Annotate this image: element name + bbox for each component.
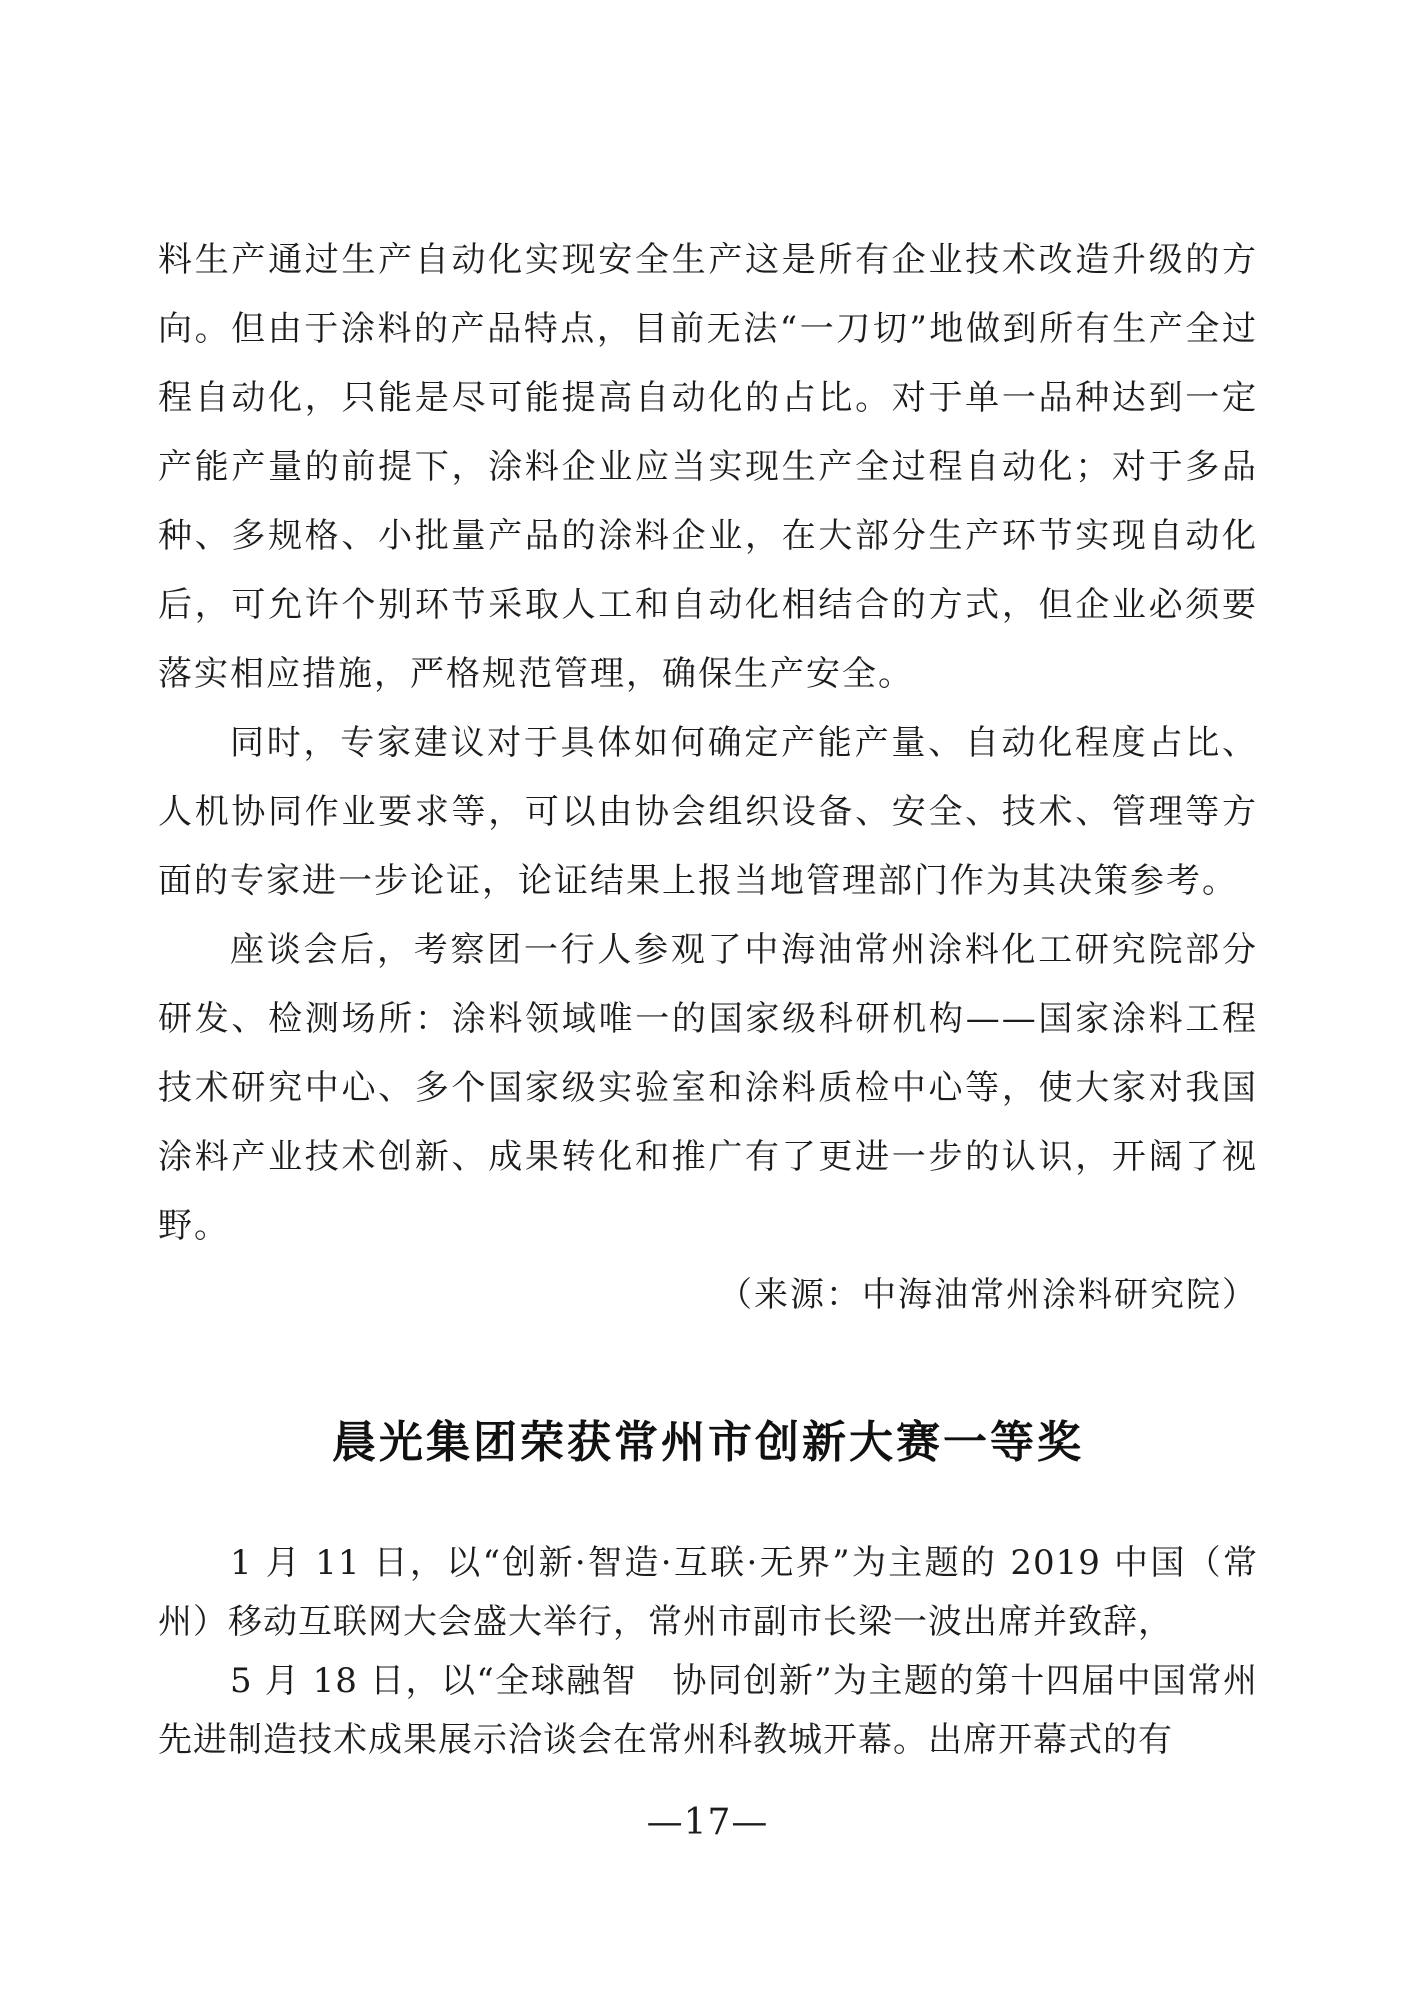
page-content <box>158 0 1258 1770</box>
article-headline: 晨光集团荣获常州市创新大赛一等奖 <box>332 1417 1084 1468</box>
paragraph-expert-suggestion: 同时，专家建议对于具体如何确定产能产量、自动化程度占比、人机协同作业要求等，可以由协会组织设备、安全、技术、管理等方面的专家进一步论证，论证结果上报当地管理部门作为其决策参考。 <box>158 723 1258 901</box>
paragraph-site-visit: 座谈会后，考察团一行人参观了中海油常州涂料化工研究院部分研发、检测场所：涂料领域唯一的国家级科研机构——国家涂料工程技术研究中心、多个国家级实验室和涂料质检中心等，使大家对我国涂料产业技术创新、成果转化和推广有了更进一步的认识，开阔了视野。 <box>158 930 1258 1246</box>
source-attribution: （来源：中海油常州涂料研究院） <box>718 1275 1258 1315</box>
paragraph-coatings-continuation: 料生产通过生产自动化实现安全生产这是所有企业技术改造升级的方向。但由于涂料的产品特点，目前无法“一刀切”地做到所有生产全过程自动化，只能是尽可能提高自动化的占比。对于单一品种达到一定产能产量的前提下，涂料企业应当实现生产全过程自动化；对于多品种、多规格、小批量产品的涂料企业，在大部分生产环节实现自动化后，可允许个别环节采取人工和自动化相结合的方式，但企业必须要落实相应措施，严格规范管理，确保生产安全。 <box>158 240 1258 694</box>
paragraph-may-18-event: 5 月 18 日，以“全球融智 协同创新”为主题的第十四届中国常州先进制造技术成果展示洽谈会在常州科教城开幕。出席开幕式的有 <box>158 1661 1258 1760</box>
paragraph-jan-11-event: 1 月 11 日，以“创新·智造·互联·无界”为主题的 2019 中国（常州）移动互联网大会盛大举行，常州市副市长梁一波出席并致辞， <box>158 1543 1258 1642</box>
page-number: —17— <box>646 1802 769 1843</box>
